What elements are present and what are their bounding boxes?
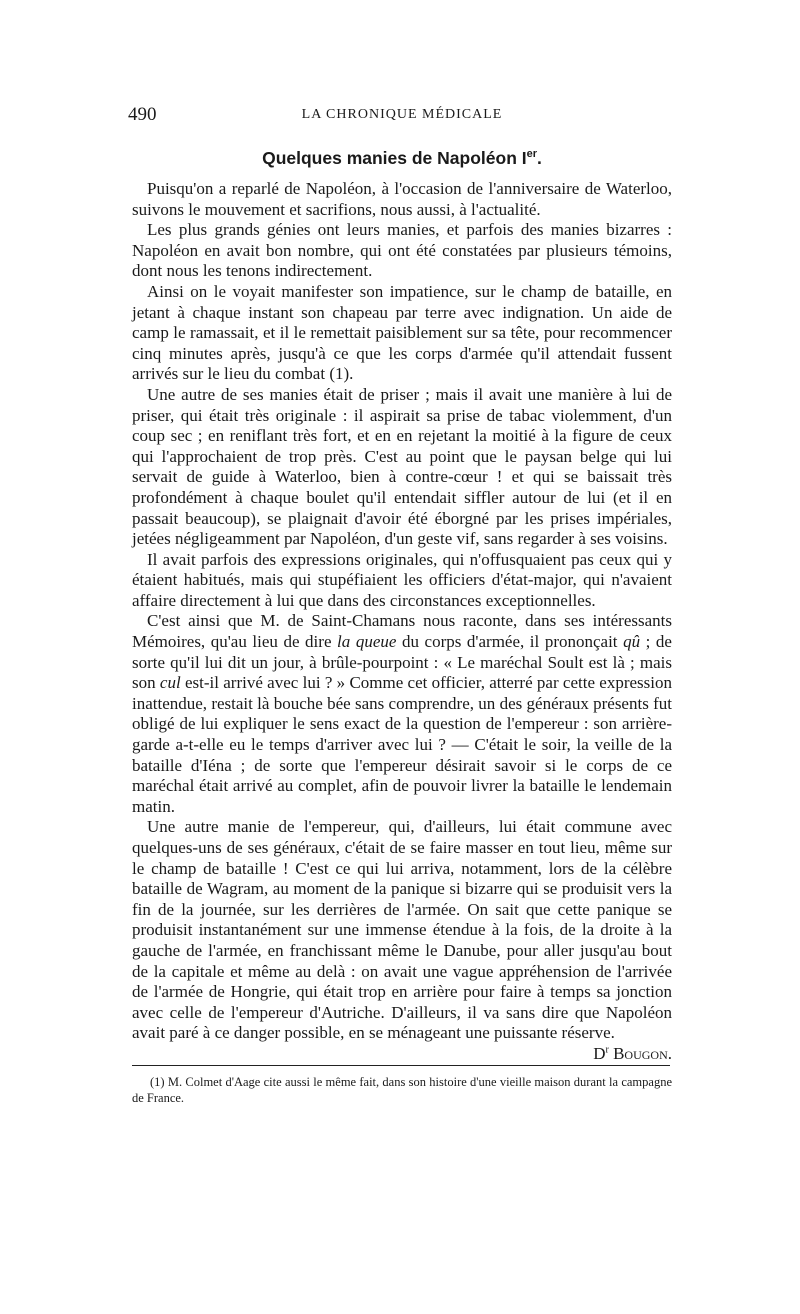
footnote-divider <box>132 1065 670 1066</box>
running-header <box>128 104 672 130</box>
paragraph-6-part-d: est-il arrivé avec lui ? » Comme cet officier, atterré par cette expression inattendue, restait là bouche bée sans comprendre, un des généraux présents fut obligé de lui expliquer le sens exact de la question de l'empereur : son arrière-garde a-t-elle eu le temps d'arriver avec lui ? — C'était le soir, la veille de la bataille d'Iéna ; de sorte que l'empereur désirait savoir si le corps de ce maréchal était arrivé au complet, afin de pouvoir livrer la bataille le lendemain matin. <box>132 673 672 816</box>
signature-name: Bougon. <box>613 1043 672 1063</box>
paragraph-4: Une autre de ses manies était de priser ; mais il avait une manière à lui de priser, qui était très originale : il aspirait sa prise de tabac violemment, d'un coup sec ; en reniflant très fort, et en en rejetant la moitié à la figure de ceux qui l'approchaient de trop près. C'est au point que le paysan belge qui lui servait de guide à Waterloo, bien à contre-cœur ! et qui se baissait très profondément à chaque boulet qu'il entendait siffler autour de lui (et il en passait beaucoup), se plaignait d'avoir été éborgné par les prises impériales, jetées négligeamment par Napoléon, d'un geste vif, sans regarder à ses voisins. <box>132 384 672 549</box>
paragraph-6-part-a: C'est ainsi que M. de Saint-Chamans nous raconte, dans ses intéressants Mémoires, qu'au lieu de dire <box>132 611 672 652</box>
italic-qu: qû <box>623 632 641 652</box>
italic-cul: cul <box>159 673 181 693</box>
paragraph-6-part-b: du corps d'armée, il prononçait <box>396 632 624 652</box>
article-body <box>132 179 672 1063</box>
paragraph-6 <box>132 611 672 817</box>
paragraph-1: Puisqu'on a reparlé de Napoléon, à l'occasion de l'anniversaire de Waterloo, suivons le mouvement et sacrifions, nous aussi, à l'actualité. <box>132 179 672 219</box>
paragraph-5: Il avait parfois des expressions originales, qui n'offusquaient pas ceux qui y étaient habitués, mais qui stupéfiaient les officiers d'état-major, qui n'avaient affaire directement à lui que dans des circonstances exceptionnelles. <box>132 549 672 610</box>
document-page <box>128 104 672 1106</box>
article-title-period: . <box>537 148 542 168</box>
footnote: (1) M. Colmet d'Aage cite aussi le même fait, dans son histoire d'une vieille maison durant la campagne de France. <box>132 1074 672 1105</box>
paragraph-6-part-c: ; de sorte qu'il lui dit un jour, à brûle-pourpoint : « Le maréchal Soult est là ; mais son <box>132 632 672 693</box>
paragraph-2: Les plus grands génies ont leurs manies, et parfois des manies bizarres : Napoléon en avait bon nombre, qui ont été constatées par plusieurs témoins, dont nous les tenons indirectement. <box>132 220 672 281</box>
article-title-superscript: er <box>526 148 538 161</box>
paragraph-7-text: Une autre manie de l'empereur, qui, d'ailleurs, lui était commune avec quelques-uns de ses généraux, c'était de se faire masser en tout lieu, même sur le champ de bataille ! C'est ce qui lui arriva, notamment, lors de la célèbre bataille de Wagram, au moment de la panique si bizarre qui se produisit vers la fin de la journée, sur les derrières de l'armée. On sait que cette panique se produisit instantanément sur une immense étendue à la fois, de la droite à la gauche de l'armée, en franchissant même le Danube, pour aller jusqu'au bout de la capitale et même au delà : on avait une vague appréhension de l'arrivée de l'armée de Hongrie, qui était trop en arrière pour faire à temps sa jonction avec celle de l'empereur d'Autriche. D'ailleurs, il va sans dire que Napoléon avait paré à ce danger possible, en se ménageant une puissante réserve. <box>132 817 672 1043</box>
signature-superscript: r <box>605 1044 609 1056</box>
page-number: 490 <box>128 104 157 125</box>
article-title <box>132 148 672 169</box>
author-signature <box>578 1044 672 1065</box>
article-title-text: Quelques manies de Napoléon I <box>262 148 527 168</box>
journal-title: LA CHRONIQUE MÉDICALE <box>301 107 503 122</box>
italic-la-queue: la queue <box>337 632 397 652</box>
paragraph-7 <box>132 817 672 1063</box>
signature-prefix: D <box>593 1043 606 1063</box>
paragraph-3: Ainsi on le voyait manifester son impatience, sur le champ de bataille, en jetant à chaque instant son chapeau par terre avec indignation. Un aide de camp le ramassait, et il le remettait paisiblement sur sa tête, pour recommencer cinq minutes après, jusqu'à ce que les corps d'armée qu'il attendait fussent arrivés sur le lieu du combat (1). <box>132 281 672 384</box>
